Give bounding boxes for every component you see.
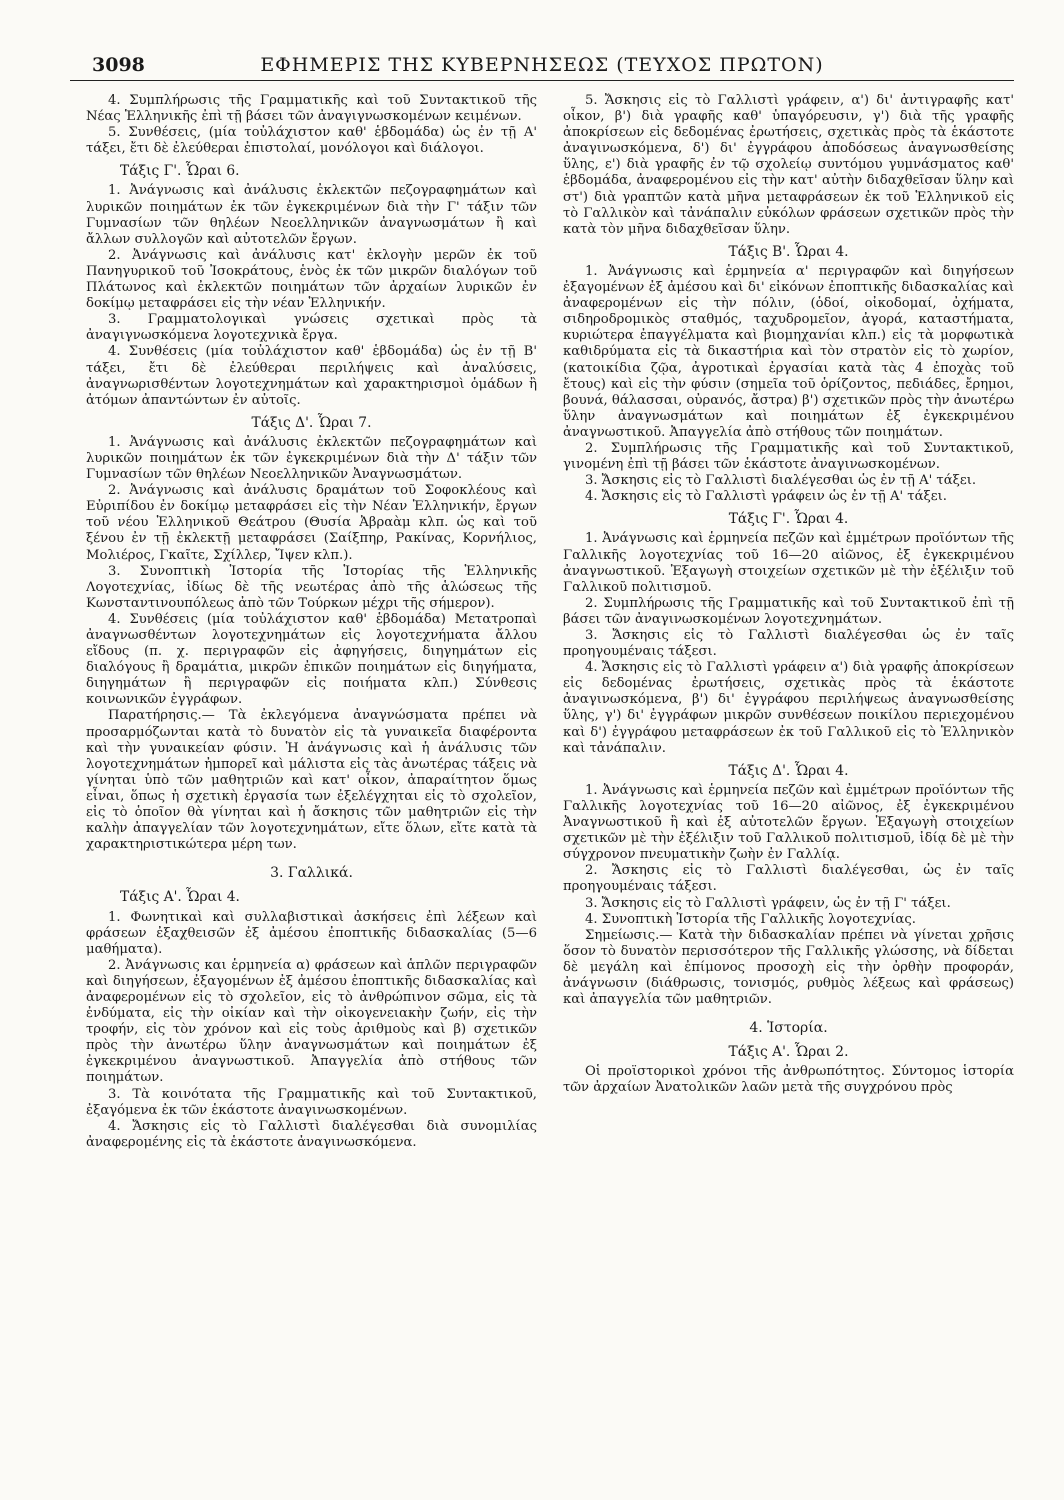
journal-title: ΕΦΗΜΕΡΙΣ ΤΗΣ ΚΥΒΕΡΝΗΣΕΩΣ (ΤΕΥΧΟΣ ΠΡΩΤΟΝ) (260, 54, 824, 76)
paragraph: 1. Ἀνάγνωσις καὶ ἑρμηνεία πεζῶν καὶ ἐμμέτρων προϊόντων τῆς Γαλλικῆς λογοτεχνίας τοῦ 16—20 αἰῶνος, ἐξ ἐγκεκριμένου ἀναγνωστικοῦ. Ἐξαγωγὴ στοιχείων σχετικῶν μὲ τὴν ἐξέλιξιν τοῦ Γαλλικοῦ πολιτισμοῦ. (563, 531, 1014, 595)
paragraph: 3. Συνοπτικὴ Ἱστορία τῆς Ἱστορίας τῆς Ἑλληνικῆς Λογοτεχνίας, ἰδίως δὲ τῆς νεωτέρας ἀπὸ τῆς ἁλώσεως τῆς Κωνσταντινουπόλεως ἀπὸ τῶν Τούρκων μέχρι τῆς σήμερον). (86, 563, 537, 611)
paragraph: 5. Συνθέσεις, (μία τοὐλάχιστον καθ' ἑβδομάδα) ὡς ἐν τῇ Α' τάξει, ἔτι δὲ ἐλεύθεραι ἐπιστολαί, μονόλογοι καὶ διάλογοι. (86, 125, 537, 157)
note-paragraph: Παρατήρησις.— Τὰ ἐκλεγόμενα ἀναγνώσματα πρέπει νὰ προσαρμόζωνται κατὰ τὸ δυνατὸν εἰς τὰ γυναικεῖα διαφέροντα καὶ τὴν γυναικείαν φύσιν. Ἡ ἀνάγνωσις καὶ ἡ ἀνάλυσις τῶν λογοτεχνημάτων ἠμπορεῖ καὶ μάλιστα εἰς τὰς ἀνωτέρας τάξεις νὰ γίνηται ὑπὸ τῶν μαθητριῶν καὶ κατ' οἶκον, ἀπαραίτητον ὅμως εἶναι, ὅπως ἡ σχετικὴ ἐργασία των ἐξελέγχηται εἰς τὸ σχολεῖον, εἰς τὸ ὁποῖον θὰ γίνηται καὶ ἡ ἄσκησις τῶν μαθητριῶν εἰς τὴν καλὴν ἀπαγγελίαν τῶν λογοτεχνημάτων, εἴτε ὅλων, εἴτε κατὰ τὰ χαρακτηριστικώτερα μέρη των. (86, 708, 537, 853)
paragraph: 2. Συμπλήρωσις τῆς Γραμματικῆς καὶ τοῦ Συντακτικοῦ ἐπὶ τῇ βάσει τῶν ἀναγινωσκομένων λογοτεχνημάτων. (563, 595, 1014, 627)
text-columns (70, 93, 1014, 1151)
paragraph: 4. Ἄσκησις εἰς τὸ Γαλλιστὶ γράφειν α') διὰ γραφῆς ἀποκρίσεων εἰς δεδομένας ἐρωτήσεις, σχετικὰς πρὸς τὰ ἑκάστοτε ἀναγινωσκόμενα, β') δι' ἐγγράφου περιλήψεως ἀναγνωσθείσης ὕλης, γ') δι' ἐγγράφων μικρῶν συνθέσεων ποικίλου περιεχομένου καὶ δ') ἐγγράφου μεταφράσεων ἐκ τοῦ Γαλλικοῦ εἰς τὸ Ἑλληνικὸν καὶ τἀνάπαλιν. (563, 660, 1014, 756)
section-heading: Τάξις Γ'. Ὧραι 4. (728, 511, 849, 528)
paragraph: 4. Συμπλήρωσις τῆς Γραμματικῆς καὶ τοῦ Συντακτικοῦ τῆς Νέας Ἑλληνικῆς ἐπὶ τῇ βάσει τῶν ἀναγιγνωσκομένων κειμένων. (86, 93, 537, 125)
paragraph: 5. Ἄσκησις εἰς τὸ Γαλλιστὶ γράφειν, α') δι' ἀντιγραφῆς κατ' οἶκον, β') διὰ γραφῆς καθ' ὑπαγόρευσιν, γ') διὰ τῆς γραφῆς ἀποκρίσεων εἰς δεδομένας ἐρωτήσεις, σχετικὰς πρὸς τὰ ἑκάστοτε ἀναγινωσκόμενα, δ') δι' ἐγγράφου ἀποδόσεως ἀναγνωσθείσης ὕλης, ε') διὰ γραφῆς ἐν τῷ σχολείῳ συντόμου γυμνάσματος καθ' ἑβδομάδα, ἀναφερομένου εἰς τὴν κατ' αὐτὴν διδαχθεῖσαν ὕλην καὶ στ') διὰ γραπτῶν κατὰ μῆνα μεταφράσεων ἐκ τοῦ Ἑλληνικοῦ εἰς τὸ Γαλλικὸν καὶ τἀνάπαλιν εὐκόλων φράσεων σχετικῶν πρὸς τὴν κατὰ τὸν μῆνα διδαχθεῖσαν ὕλην. (563, 93, 1014, 237)
section-heading: Τάξις Α'. Ὧραι 2. (728, 1044, 849, 1061)
paragraph: Οἱ προϊστορικοὶ χρόνοι τῆς ἀνθρωπότητος. Σύντομος ἱστορία τῶν ἀρχαίων Ἀνατολικῶν λαῶν μετὰ τῆς συγχρόνου πρὸς (563, 1064, 1014, 1096)
paragraph: 4. Συνθέσεις (μία τοὐλάχιστον καθ' ἑβδομάδα) ὡς ἐν τῇ Β' τάξει, ἔτι δὲ ἐλεύθεραι περιλήψεις καὶ ἀναλύσεις, ἀναγνωρισθέντων λογοτεχνημάτων καὶ χαρακτηρισμοὶ ὁμάδων ἢ ἀτόμων ἀπαντώντων ἐν αὐτοῖς. (86, 344, 537, 408)
page-number: 3098 (92, 54, 145, 76)
paragraph: 1. Ἀνάγνωσις καὶ ἀνάλυσις ἐκλεκτῶν πεζογραφημάτων καὶ λυρικῶν ποιημάτων ἐκ τῶν ἐγκεκριμένων διὰ τὴν Δ' τάξιν τῶν Γυμνασίων τῶν θηλέων Νεοελληνικῶν Ἀναγνωσμάτων. (86, 434, 537, 483)
paragraph: 1. Ἀνάγνωσις καὶ ἀνάλυσις ἐκλεκτῶν πεζογραφημάτων καὶ λυρικῶν ποιημάτων ἐκ τῶν ἐγκεκριμένων διὰ τὴν Γ' τάξιν τῶν Γυμνασίων τῶν θηλέων Νεοελληνικῶν ἀναγνωσμάτων ἢ καὶ ἄλλων συλλογῶν καὶ αὐτοτελῶν ἔργων. (86, 183, 537, 247)
paragraph: 3. Ἄσκησις εἰς τὸ Γαλλιστὶ διαλέγεσθαι ὡς ἐν τῇ Α' τάξει. (585, 473, 977, 489)
subject-heading: 4. Ἱστορία. (749, 1020, 828, 1037)
section-heading: Τάξις Γ'. Ὧραι 6. (120, 163, 240, 180)
subject-heading: 3. Γαλλικά. (270, 865, 353, 882)
paragraph: 4. Συνοπτικὴ Ἱστορία τῆς Γαλλικῆς λογοτεχνίας. (585, 911, 916, 927)
paragraph: 1. Φωνητικαὶ καὶ συλλαβιστικαὶ ἀσκήσεις ἐπὶ λέξεων καὶ φράσεων ἐξαχθεισῶν ἐξ ἀμέσου ἐποπτικῆς διδασκαλίας (5—6 μαθήματα). (86, 909, 537, 957)
section-heading: Τάξις Δ'. Ὧραι 7. (251, 414, 372, 431)
paragraph: 4. Συνθέσεις (μία τοὐλάχιστον καθ' ἑβδομάδα) Μετατροπαὶ ἀναγνωσθέντων λογοτεχνημάτων εἰς λογοτεχνήματα ἄλλου εἴδους (π. χ. περιγραφῶν εἰς ἀφηγήσεις, διηγημάτων εἰς διαλόγους ἢ δραμάτια, μικρῶν ἐπικῶν ποιημάτων εἰς διηγήματα, διηγημάτων ἢ περιγραφῶν εἰς ποιήματα κλπ.) Σύνθεσις κοινωνικῶν ἐγγράφων. (86, 611, 537, 708)
section-heading: Τάξις Β'. Ὧραι 4. (728, 243, 849, 260)
paragraph: 3. Ἄσκησις εἰς τὸ Γαλλιστὶ διαλέγεσθαι ὡς ἐν ταῖς προηγουμέναις τάξεσι. (563, 628, 1014, 660)
paragraph: 3. Ἄσκησις εἰς τὸ Γαλλιστὶ γράφειν, ὡς ἐν τῇ Γ' τάξει. (585, 895, 951, 911)
page-header (70, 50, 1014, 81)
note-paragraph: Σημείωσις.— Κατὰ τὴν διδασκαλίαν πρέπει νὰ γίνεται χρῆσις ὅσον τὸ δυνατὸν περισσότερον τῆς Γαλλικῆς γλώσσης, νὰ δίδεται δὲ μεγάλη καὶ ἐπίμονος προσοχὴ εἰς τὴν ὀρθὴν προφοράν, ἀνάγνωσιν (διάθρωσις, τονισμός, ρυθμὸς λέξεως καὶ φράσεως) καὶ ἀπαγγελία τῶν μαθητριῶν. (563, 927, 1014, 1008)
paragraph: 3. Τὰ κοινότατα τῆς Γραμματικῆς καὶ τοῦ Συντακτικοῦ, ἐξαγόμενα ἐκ τῶν ἑκάστοτε ἀναγινωσκομένων. (86, 1086, 537, 1118)
paragraph: 4. Ἄσκησις εἰς τὸ Γαλλιστὶ γράφειν ὡς ἐν τῇ Α' τάξει. (585, 489, 947, 505)
right-column (563, 93, 1014, 1151)
paragraph: 2. Ἀνάγνωσις και ἑρμηνεία α) φράσεων καὶ ἁπλῶν περιγραφῶν καὶ διηγήσεων, ἐξαγομένων ἐξ ἀμέσου ἐποπτικῆς διδασκαλίας καὶ ἀναφερομένων εἰς τὸ σχολεῖον, εἰς τὸ ἀνθρώπινον σῶμα, εἰς τὰ ἐνδύματα, εἰς τὴν οἰκίαν καὶ τὴν οἰκογενειακὴν ζωήν, εἰς τὴν τροφήν, εἰς τὸν χρόνον καὶ εἰς τοὺς ἀριθμοὺς καὶ β) σχετικῶν πρὸς τὴν ἀνωτέρω ὕλην ἀναγνωσμάτων καὶ ποιημάτων ἐξ ἐγκεκριμένου ἀναγνωστικοῦ. Ἀπαγγελία ἀπὸ στήθους τῶν ποιημάτων. (86, 957, 537, 1086)
paragraph: 4. Ἄσκησις εἰς τὸ Γαλλιστὶ διαλέγεσθαι διὰ συνομιλίας ἀναφερομένης εἰς τὰ ἑκάστοτε ἀναγινωσκόμενα. (86, 1118, 537, 1150)
paragraph: 2. Συμπλήρωσις τῆς Γραμματικῆς καὶ τοῦ Συντακτικοῦ, γινομένη ἐπὶ τῇ βάσει τῶν ἑκάστοτε ἀναγινωσκομένων. (563, 440, 1014, 473)
left-column (86, 93, 537, 1151)
paragraph: 2. Ἄσκησις εἰς τὸ Γαλλιστὶ διαλέγεσθαι, ὡς ἐν ταῖς προηγουμέναις τάξεσι. (563, 863, 1014, 895)
paragraph: 3. Γραμματολογικαὶ γνώσεις σχετικαὶ πρὸς τὰ ἀναγιγνωσκόμενα λογοτεχνικὰ ἔργα. (86, 312, 537, 344)
paragraph: 1. Ἀνάγνωσις καὶ ἑρμηνεία α' περιγραφῶν καὶ διηγήσεων ἐξαγομένων ἐξ ἀμέσου καὶ δι' εἰκόνων ἐποπτικῆς διδασκαλίας καὶ ἀναφερομένων εἰς τὴν πόλιν, (ὁδοί, οἰκοδομαί, ὀχήματα, σιδηροδρομικὸς σταθμός, ταχυδρομεῖον, ἀγορά, καταστήματα, κυριώτερα ἐπαγγέλματα καὶ βιομηχανίαι κλπ.) εἰς τὰ μορφωτικὰ καθιδρύματα εἰς τὰ δικαστήρια καὶ τὸν στρατὸν εἰς τὸ χωρίον, (κατοικίδια ζῷα, ἀγροτικαὶ ἐργασίαι κατὰ τὰς 4 ἐποχὰς τοῦ ἔτους) καὶ εἰς τὴν φύσιν (σημεῖα τοῦ ὁρίζοντος, πεδιάδες, ἔρημοι, βουνά, θάλασσαι, οὐρανός, ἄστρα) β') σχετικῶν πρὸς τὴν ἀνωτέρω ὕλην ἀναγνωσμάτων καὶ ποιημάτων ἐξ ἐγκεκριμένου ἀναγνωστικοῦ. Ἀπαγγελία ἀπὸ στήθους τῶν ποιημάτων. (563, 263, 1014, 440)
paragraph: 1. Ἀνάγνωσις καὶ ἑρμηνεία πεζῶν καὶ ἐμμέτρων προϊόντων τῆς Γαλλικῆς λογοτεχνίας τοῦ 16—20 αἰῶνος, ἐξ ἐγκεκριμένου Ἀναγνωστικοῦ ἢ καὶ ἐξ αὐτοτελῶν ἔργων. Ἐξαγωγὴ στοιχείων σχετικῶν μὲ τὴν ἐξέλιξιν τοῦ Γαλλικοῦ πολιτισμοῦ, ἰδίᾳ δὲ μὲ τὴν σύγχρονον πνευματικὴν ζωὴν ἐν Γαλλίᾳ. (563, 782, 1014, 863)
section-heading: Τάξις Α'. Ὧραι 4. (120, 889, 240, 906)
paragraph: 2. Ἀνάγνωσις καὶ ἀνάλυσις κατ' ἐκλογὴν μερῶν ἐκ τοῦ Πανηγυρικοῦ τοῦ Ἰσοκράτους, ἑνὸς ἐκ τῶν μικρῶν διαλόγων τοῦ Πλάτωνος καὶ ἐκλεκτῶν ποιημάτων τῶν ἀρχαίων λυρικῶν ἐν δοκίμῳ μεταφράσει εἰς τὴν νέαν Ἑλληνικήν. (86, 247, 537, 312)
section-heading: Τάξις Δ'. Ὧραι 4. (728, 762, 849, 779)
paragraph: 2. Ἀνάγνωσις καὶ ἀνάλυσις δραμάτων τοῦ Σοφοκλέους καὶ Εὐριπίδου ἐν δοκίμῳ μεταφράσει εἰς τὴν Νέαν Ἑλληνικήν, ἔργων τοῦ νέου Ἑλληνικοῦ Θεάτρου (Θυσία Ἀβραὰμ κλπ. ὡς καὶ τοῦ ξένου ἐν τῇ ἐκλεκτῇ μεταφράσει (Σαίξπηρ, Ρακίνας, Κορνήλιος, Μολιέρος, Γκαῖτε, Σχίλλερ, Ἴψεν κλπ.). (86, 483, 537, 563)
